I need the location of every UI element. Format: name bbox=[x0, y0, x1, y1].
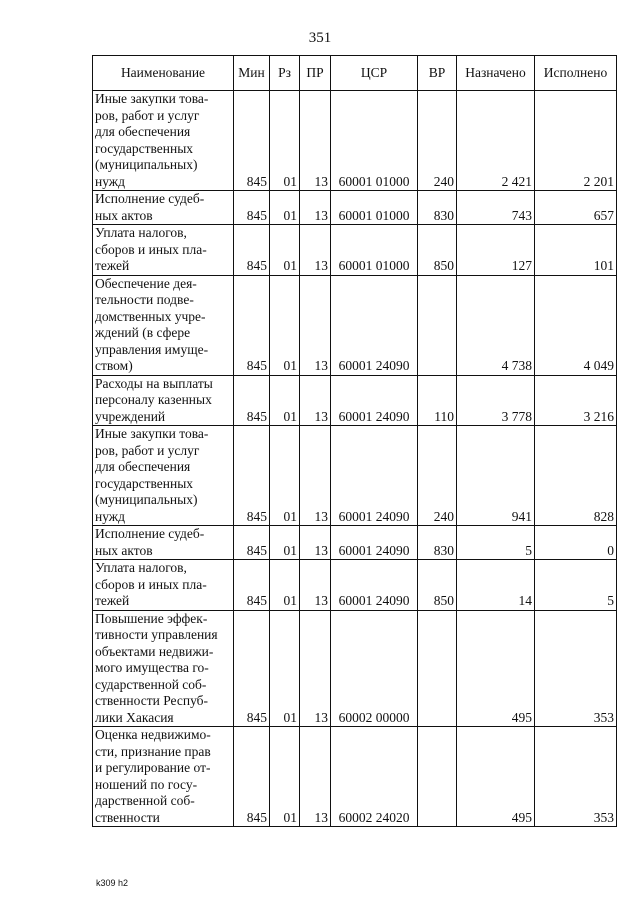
cell-vr: 240 bbox=[418, 426, 457, 526]
cell-name-line: Оценка недвижимо- bbox=[95, 727, 211, 742]
cell-assigned: 4 738 bbox=[457, 275, 535, 375]
cell-name-line: дарственной соб- bbox=[95, 793, 195, 808]
cell-name-line: персоналу казенных bbox=[95, 392, 212, 407]
cell-name bbox=[93, 560, 234, 611]
cell-name-line: тежей bbox=[95, 593, 130, 608]
cell-name-line: сборов и иных пла- bbox=[95, 576, 207, 592]
cell-csr: 60001 24090 bbox=[331, 426, 418, 526]
cell-min: 845 bbox=[234, 375, 270, 426]
table-row bbox=[93, 375, 617, 426]
cell-assigned: 14 bbox=[457, 560, 535, 611]
cell-name-line: Повышение эффек- bbox=[95, 610, 208, 626]
cell-name-line: Уплата налогов, bbox=[95, 560, 187, 575]
cell-name-line: ждений (в сфере bbox=[95, 325, 191, 340]
cell-assigned: 941 bbox=[457, 426, 535, 526]
cell-pr: 13 bbox=[300, 225, 331, 276]
cell-name-line: мого имущества го- bbox=[95, 660, 209, 675]
cell-executed: 828 bbox=[535, 426, 617, 526]
cell-vr bbox=[418, 610, 457, 727]
cell-pr: 13 bbox=[300, 526, 331, 560]
cell-name-line: ров, работ и услуг bbox=[95, 107, 200, 123]
column-header-pr: ПР bbox=[300, 56, 331, 91]
column-header-executed: Исполнено bbox=[535, 56, 617, 91]
cell-name-line: тельности подве- bbox=[95, 292, 194, 307]
cell-pr: 13 bbox=[300, 275, 331, 375]
cell-pr: 13 bbox=[300, 91, 331, 191]
cell-name-line: Исполнение судеб- bbox=[95, 191, 205, 206]
cell-name-line: нужд bbox=[95, 173, 125, 189]
cell-rz: 01 bbox=[270, 727, 300, 827]
table-row bbox=[93, 526, 617, 560]
cell-name-line: тежей bbox=[95, 258, 130, 273]
cell-min: 845 bbox=[234, 426, 270, 526]
cell-csr: 60001 24090 bbox=[331, 526, 418, 560]
cell-min: 845 bbox=[234, 275, 270, 375]
cell-min: 845 bbox=[234, 191, 270, 225]
cell-name-line: Иные закупки това- bbox=[95, 91, 209, 106]
table-row bbox=[93, 727, 617, 827]
cell-csr: 60001 24090 bbox=[331, 275, 418, 375]
cell-name-line: ственности Респуб- bbox=[95, 693, 209, 708]
cell-name-line: ных актов bbox=[95, 542, 153, 558]
cell-name bbox=[93, 91, 234, 191]
footer-code: k309 h2 bbox=[96, 878, 129, 888]
cell-vr bbox=[418, 727, 457, 827]
cell-vr: 830 bbox=[418, 526, 457, 560]
cell-assigned: 5 bbox=[457, 526, 535, 560]
cell-pr: 13 bbox=[300, 426, 331, 526]
cell-pr: 13 bbox=[300, 191, 331, 225]
cell-executed: 101 bbox=[535, 225, 617, 276]
cell-assigned: 743 bbox=[457, 191, 535, 225]
cell-name bbox=[93, 191, 234, 225]
cell-name-line: ственности bbox=[95, 809, 160, 825]
cell-name-line: Расходы на выплаты bbox=[95, 375, 213, 391]
cell-name-line: ношений по госу- bbox=[95, 776, 198, 792]
cell-pr: 13 bbox=[300, 560, 331, 611]
cell-min: 845 bbox=[234, 560, 270, 611]
cell-min: 845 bbox=[234, 91, 270, 191]
cell-name bbox=[93, 526, 234, 560]
cell-name-line: объектами недвижи- bbox=[95, 643, 214, 659]
cell-name bbox=[93, 225, 234, 276]
table-row bbox=[93, 560, 617, 611]
cell-name-line: (муниципальных) bbox=[95, 157, 198, 172]
column-header-name: Наименование bbox=[93, 56, 234, 91]
table-row bbox=[93, 91, 617, 191]
cell-min: 845 bbox=[234, 225, 270, 276]
cell-name bbox=[93, 727, 234, 827]
cell-executed: 5 bbox=[535, 560, 617, 611]
cell-vr: 830 bbox=[418, 191, 457, 225]
cell-vr: 240 bbox=[418, 91, 457, 191]
cell-executed: 353 bbox=[535, 727, 617, 827]
cell-name-line: Обеспечение дея- bbox=[95, 275, 197, 291]
cell-name-line: сти, признание прав bbox=[95, 743, 211, 759]
cell-name bbox=[93, 426, 234, 526]
cell-name-line: для обеспечения bbox=[95, 124, 191, 139]
table-body bbox=[93, 91, 617, 827]
cell-name-line: тивности управления bbox=[95, 627, 218, 642]
cell-csr: 60001 24090 bbox=[331, 560, 418, 611]
budget-table bbox=[92, 55, 617, 827]
column-header-assigned: Назначено bbox=[457, 56, 535, 91]
cell-csr: 60001 24090 bbox=[331, 375, 418, 426]
cell-min: 845 bbox=[234, 526, 270, 560]
cell-name bbox=[93, 375, 234, 426]
cell-name-line: Иные закупки това- bbox=[95, 426, 209, 441]
table-row bbox=[93, 275, 617, 375]
column-header-csr: ЦСР bbox=[331, 56, 418, 91]
cell-name bbox=[93, 275, 234, 375]
cell-name-line: и регулирование от- bbox=[95, 760, 211, 775]
cell-name-line: ных актов bbox=[95, 207, 153, 223]
cell-name-line: управления имуще- bbox=[95, 341, 209, 357]
cell-executed: 2 201 bbox=[535, 91, 617, 191]
cell-name-line: государственных bbox=[95, 475, 194, 491]
cell-vr: 110 bbox=[418, 375, 457, 426]
table-header-row bbox=[93, 56, 617, 91]
cell-assigned: 2 421 bbox=[457, 91, 535, 191]
cell-executed: 4 049 bbox=[535, 275, 617, 375]
cell-executed: 657 bbox=[535, 191, 617, 225]
cell-assigned: 3 778 bbox=[457, 375, 535, 426]
cell-rz: 01 bbox=[270, 375, 300, 426]
cell-vr: 850 bbox=[418, 560, 457, 611]
cell-executed: 353 bbox=[535, 610, 617, 727]
table-row bbox=[93, 191, 617, 225]
cell-csr: 60002 24020 bbox=[331, 727, 418, 827]
cell-name-line: Уплата налогов, bbox=[95, 225, 187, 240]
cell-name-line: учреждений bbox=[95, 408, 166, 424]
cell-csr: 60002 00000 bbox=[331, 610, 418, 727]
cell-executed: 0 bbox=[535, 526, 617, 560]
cell-name-line: сборов и иных пла- bbox=[95, 241, 207, 257]
cell-rz: 01 bbox=[270, 225, 300, 276]
cell-assigned: 127 bbox=[457, 225, 535, 276]
cell-name-line: сударственной соб- bbox=[95, 676, 207, 692]
page-number: 351 bbox=[308, 30, 332, 46]
cell-pr: 13 bbox=[300, 375, 331, 426]
table-row bbox=[93, 426, 617, 526]
cell-assigned: 495 bbox=[457, 610, 535, 727]
cell-vr bbox=[418, 275, 457, 375]
cell-rz: 01 bbox=[270, 91, 300, 191]
table-row bbox=[93, 610, 617, 727]
cell-rz: 01 bbox=[270, 191, 300, 225]
cell-name-line: Исполнение судеб- bbox=[95, 526, 205, 541]
cell-name-line: для обеспечения bbox=[95, 459, 191, 474]
cell-rz: 01 bbox=[270, 526, 300, 560]
cell-name-line: ством) bbox=[95, 358, 133, 373]
cell-csr: 60001 01000 bbox=[331, 225, 418, 276]
cell-executed: 3 216 bbox=[535, 375, 617, 426]
cell-rz: 01 bbox=[270, 275, 300, 375]
cell-rz: 01 bbox=[270, 426, 300, 526]
cell-name-line: ров, работ и услуг bbox=[95, 442, 200, 458]
cell-rz: 01 bbox=[270, 610, 300, 727]
cell-name bbox=[93, 610, 234, 727]
cell-rz: 01 bbox=[270, 560, 300, 611]
cell-name-line: домственных учре- bbox=[95, 308, 206, 324]
cell-csr: 60001 01000 bbox=[331, 191, 418, 225]
cell-pr: 13 bbox=[300, 727, 331, 827]
table-row bbox=[93, 225, 617, 276]
cell-name-line: лики Хакасия bbox=[95, 709, 174, 725]
cell-vr: 850 bbox=[418, 225, 457, 276]
cell-assigned: 495 bbox=[457, 727, 535, 827]
column-header-min: Мин bbox=[234, 56, 270, 91]
cell-name-line: государственных bbox=[95, 140, 194, 156]
cell-csr: 60001 01000 bbox=[331, 91, 418, 191]
cell-min: 845 bbox=[234, 610, 270, 727]
cell-min: 845 bbox=[234, 727, 270, 827]
cell-name-line: (муниципальных) bbox=[95, 492, 198, 507]
column-header-vr: ВР bbox=[418, 56, 457, 91]
column-header-rz: Рз bbox=[270, 56, 300, 91]
cell-pr: 13 bbox=[300, 610, 331, 727]
cell-name-line: нужд bbox=[95, 508, 125, 524]
